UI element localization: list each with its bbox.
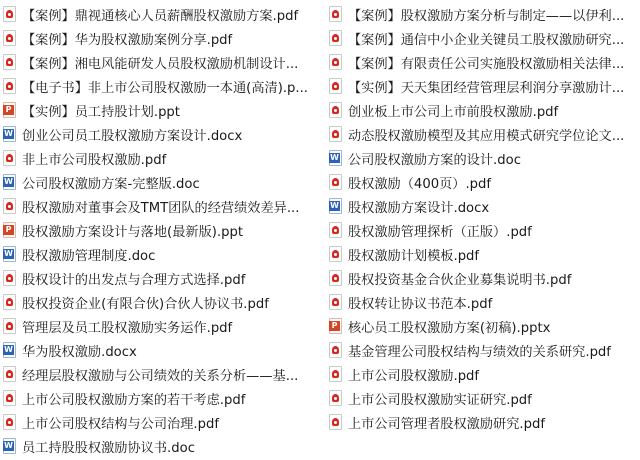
file-item[interactable]	[3, 2, 321, 26]
file-list-left-column	[3, 2, 321, 458]
pdf-file-icon	[3, 318, 16, 334]
file-name-label: 股权激励对董事会及TMT团队的经营绩效差异...	[22, 200, 300, 216]
pdf-file-icon	[329, 126, 342, 142]
file-name-label: 股权激励计划模板.pdf	[348, 248, 480, 264]
pdf-file-icon	[329, 390, 342, 406]
file-name-label: 【电子书】非上市公司股权激励一本通(高清).p...	[22, 80, 308, 96]
pdf-file-icon	[329, 222, 342, 238]
file-name-label: 上市公司股权激励方案的若干考虑.pdf	[22, 392, 246, 408]
file-item[interactable]	[329, 218, 640, 242]
file-item[interactable]	[3, 266, 321, 290]
file-name-label: 股权激励方案设计与落地(最新版).ppt	[22, 224, 244, 240]
file-item[interactable]	[329, 290, 640, 314]
file-item[interactable]	[3, 386, 321, 410]
file-item[interactable]	[3, 74, 321, 98]
file-name-label: 经理层股权激励与公司绩效的关系分析——基...	[22, 368, 299, 384]
file-item[interactable]	[3, 26, 321, 50]
file-item[interactable]	[3, 338, 321, 362]
file-item[interactable]	[329, 386, 640, 410]
powerpoint-file-icon	[329, 318, 342, 334]
file-item[interactable]	[329, 122, 640, 146]
file-item[interactable]	[329, 74, 640, 98]
pdf-file-icon	[329, 78, 342, 94]
word-file-icon	[3, 126, 16, 142]
file-name-label: 【案例】股权激励方案分析与制定——以伊利...	[348, 8, 625, 24]
file-name-label: 股权设计的出发点与合理方式选择.pdf	[22, 272, 246, 288]
file-name-label: 核心员工股权激励方案(初稿).pptx	[348, 320, 551, 336]
file-name-label: 上市公司股权激励.pdf	[348, 368, 480, 384]
file-item[interactable]	[3, 146, 321, 170]
file-item[interactable]	[329, 98, 640, 122]
file-name-label: 动态股权激励模型及其应用模式研究学位论文...	[348, 128, 625, 144]
file-name-label: 管理层及员工股权激励实务运作.pdf	[22, 320, 233, 336]
pdf-file-icon	[3, 294, 16, 310]
file-name-label: 股权投资企业(有限合伙)合伙人协议书.pdf	[22, 296, 269, 312]
pdf-file-icon	[329, 246, 342, 262]
pdf-file-icon	[3, 6, 16, 22]
file-name-label: 股权转让协议书范本.pdf	[348, 296, 493, 312]
word-file-icon	[329, 198, 342, 214]
pdf-file-icon	[3, 390, 16, 406]
file-item[interactable]	[3, 434, 321, 458]
file-name-label: 【案例】华为股权激励案例分享.pdf	[22, 32, 233, 48]
pdf-file-icon	[329, 342, 342, 358]
file-item[interactable]	[3, 218, 321, 242]
file-name-label: 股权激励管理制度.doc	[22, 248, 156, 264]
file-name-label: 上市公司管理者股权激励研究.pdf	[348, 416, 546, 432]
pdf-file-icon	[3, 30, 16, 46]
pdf-file-icon	[3, 78, 16, 94]
pdf-file-icon	[3, 270, 16, 286]
file-item[interactable]	[3, 242, 321, 266]
file-item[interactable]	[329, 26, 640, 50]
file-item[interactable]	[329, 50, 640, 74]
word-file-icon	[329, 150, 342, 166]
powerpoint-file-icon	[3, 222, 16, 238]
file-item[interactable]	[3, 194, 321, 218]
pdf-file-icon	[329, 270, 342, 286]
word-file-icon	[3, 438, 16, 454]
file-name-label: 公司股权激励方案的设计.doc	[348, 152, 521, 168]
pdf-file-icon	[329, 294, 342, 310]
file-item[interactable]	[329, 362, 640, 386]
file-item[interactable]	[329, 314, 640, 338]
file-name-label: 公司股权激励方案-完整版.doc	[22, 176, 200, 192]
file-item[interactable]	[3, 122, 321, 146]
pdf-file-icon	[3, 54, 16, 70]
pdf-file-icon	[3, 150, 16, 166]
file-item[interactable]	[3, 362, 321, 386]
file-item[interactable]	[329, 2, 640, 26]
pdf-file-icon	[329, 102, 342, 118]
file-name-label: 上市公司股权结构与公司治理.pdf	[22, 416, 220, 432]
file-name-label: 【案例】有限责任公司实施股权激励相关法律...	[348, 56, 625, 72]
pdf-file-icon	[3, 198, 16, 214]
pdf-file-icon	[3, 366, 16, 382]
file-name-label: 股权激励方案设计.docx	[348, 200, 490, 216]
pdf-file-icon	[329, 30, 342, 46]
file-item[interactable]	[329, 146, 640, 170]
file-name-label: 【案例】通信中小企业关键员工股权激励研究...	[348, 32, 625, 48]
pdf-file-icon	[329, 174, 342, 190]
file-item[interactable]	[329, 410, 640, 434]
file-item[interactable]	[329, 338, 640, 362]
file-name-label: 上市公司股权激励实证研究.pdf	[348, 392, 532, 408]
file-item[interactable]	[3, 290, 321, 314]
file-item[interactable]	[3, 98, 321, 122]
powerpoint-file-icon	[3, 102, 16, 118]
file-name-label: 创业公司员工股权激励方案设计.docx	[22, 128, 243, 144]
file-name-label: 非上市公司股权激励.pdf	[22, 152, 167, 168]
file-item[interactable]	[329, 242, 640, 266]
file-name-label: 股权投资基金合伙企业募集说明书.pdf	[348, 272, 572, 288]
file-name-label: 股权激励管理探析（正版）.pdf	[348, 224, 532, 240]
file-name-label: 华为股权激励.docx	[22, 344, 137, 360]
word-file-icon	[3, 174, 16, 190]
word-file-icon	[3, 246, 16, 262]
file-name-label: 创业板上市公司上市前股权激励.pdf	[348, 104, 559, 120]
file-name-label: 【案例】鼎视通核心人员薪酬股权激励方案.pdf	[22, 8, 299, 24]
file-item[interactable]	[329, 170, 640, 194]
pdf-file-icon	[329, 6, 342, 22]
pdf-file-icon	[329, 414, 342, 430]
file-list-right-column	[329, 2, 640, 434]
pdf-file-icon	[329, 54, 342, 70]
file-name-label: 【案例】湘电风能研发人员股权激励机制设计...	[22, 56, 299, 72]
file-name-label: 员工持股股权激励协议书.doc	[22, 440, 195, 456]
file-name-label: 基金管理公司股权结构与绩效的关系研究.pdf	[348, 344, 611, 360]
file-name-label: 【实例】天天集团经营管理层利润分享激励计...	[348, 80, 625, 96]
file-name-label: 【实例】员工持股计划.ppt	[22, 104, 180, 120]
file-item[interactable]	[329, 266, 640, 290]
file-item[interactable]	[3, 410, 321, 434]
file-item[interactable]	[329, 194, 640, 218]
file-item[interactable]	[3, 170, 321, 194]
pdf-file-icon	[3, 414, 16, 430]
file-item[interactable]	[3, 314, 321, 338]
file-name-label: 股权激励（400页）.pdf	[348, 176, 492, 192]
pdf-file-icon	[329, 366, 342, 382]
word-file-icon	[3, 342, 16, 358]
file-item[interactable]	[3, 50, 321, 74]
